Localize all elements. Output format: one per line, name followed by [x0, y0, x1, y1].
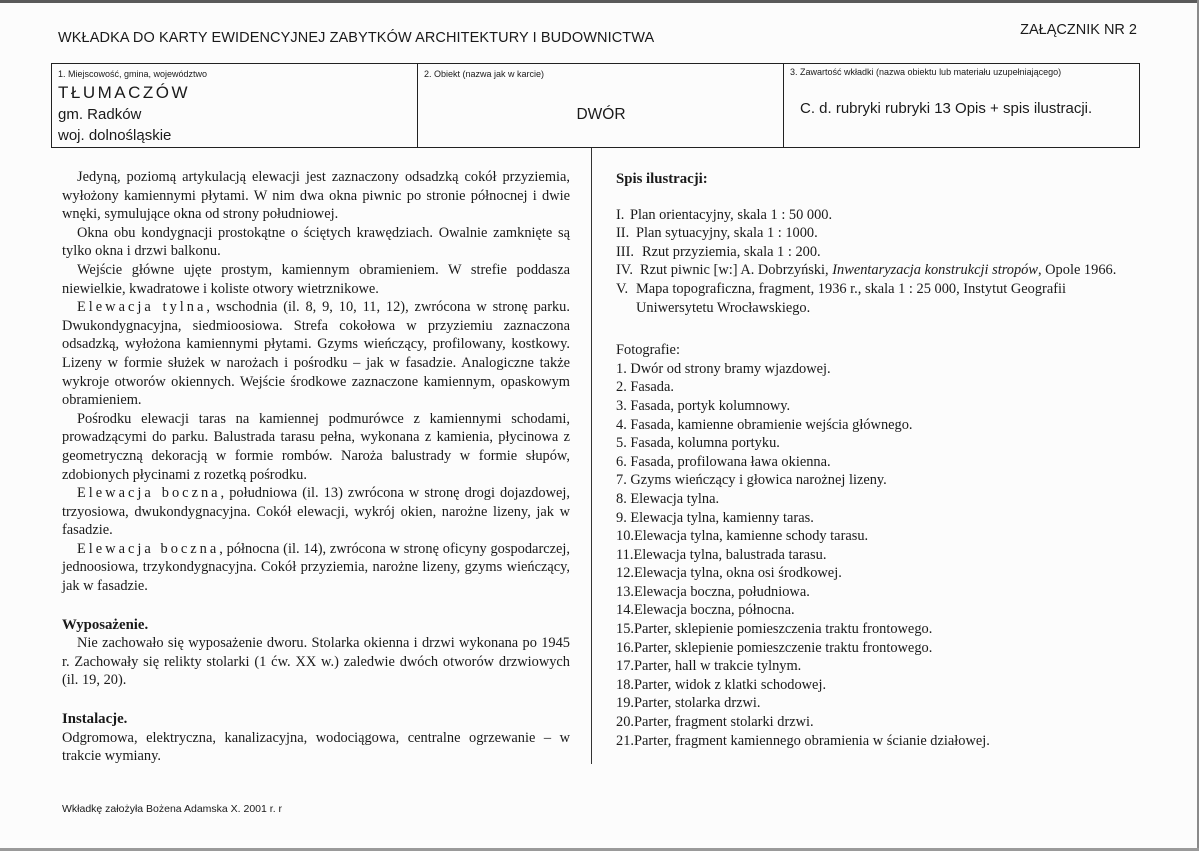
- photo-list-item: 21.Parter, fragment kamiennego obramienia w ścianie działowej.: [616, 732, 990, 749]
- paragraph-south-elevation: [62, 484, 570, 540]
- photo-list-item: 14.Elewacja boczna, północna.: [616, 602, 795, 619]
- paragraph-entrance: Wejście główne ujęte prostym, kamiennym obramieniem. W strefie poddasza niewielkie, kwadratowe i koliste otwory wietrznikowe.: [62, 261, 570, 297]
- rear-elevation-lead: Elewacja tylna: [77, 299, 207, 316]
- photo-list-item: 6. Fasada, profilowana ława okienna.: [616, 453, 831, 470]
- header-fields-table: [51, 63, 1140, 148]
- location-commune: gm. Radków: [58, 106, 142, 123]
- north-elevation-lead: Elewacja boczna: [77, 540, 220, 557]
- location-label: 1. Miejscowość, gmina, województwo: [58, 69, 208, 79]
- photo-list-item: 10.Elewacja tylna, kamienne schody tarasu.: [616, 528, 869, 545]
- photo-list-item: 12.Elewacja tylna, okna osi środkowej.: [616, 565, 842, 582]
- photos-heading: Fotografie:: [616, 342, 680, 359]
- photo-list-item: 11.Elewacja tylna, balustrada tarasu.: [616, 546, 827, 563]
- annex-number: ZAŁĄCZNIK NR 2: [1020, 22, 1137, 38]
- plan-item: III. Rzut przyziemia, skala 1 : 200.: [616, 243, 821, 260]
- content-cell: [784, 64, 1139, 147]
- photo-list-item: 16.Parter, sklepienie pomieszczenie traktu frontowego.: [616, 639, 933, 656]
- photo-list-item: 20.Parter, fragment stolarki drzwi.: [616, 714, 814, 731]
- paragraph-rear-elevation: [62, 298, 570, 410]
- scan-edge-top: [0, 0, 1199, 3]
- photo-list-item: 8. Elewacja tylna.: [616, 490, 720, 507]
- plan-item: V. Mapa topograficzna, fragment, 1936 r., skala 1 : 25 000, Instytut Geografii Uniwersytetu Wrocławskiego.: [616, 280, 1067, 316]
- plan-item: II. Plan sytuacyjny, skala 1 : 1000.: [616, 225, 818, 242]
- photo-list-item: 15.Parter, sklepienie pomieszczenia traktu frontowego.: [616, 621, 933, 638]
- paragraph-articulation: Jedyną, poziomą artykulacją elewacji jest zaznaczony odsadzką cokół przyziemia, wyłożony kamiennymi płytami. W nim dwa okna piwnic po stronie północnej i dwie wnęki, symulujące okna od strony południowej.: [62, 169, 570, 223]
- photo-list-item: 17.Parter, hall w trakcie tylnym.: [616, 658, 802, 675]
- publication-title: Inwentaryzacja konstrukcji stropów: [832, 262, 1038, 279]
- plan-item: I. Plan orientacyjny, skala 1 : 50 000.: [616, 206, 833, 223]
- object-value: DWÓR: [576, 106, 626, 123]
- photo-list-item: 7. Gzyms wieńczący i głowica narożnej lizeny.: [616, 472, 887, 489]
- column-divider: [591, 148, 592, 764]
- paragraph-north-elevation: [62, 540, 570, 596]
- photo-list-item: 5. Fasada, kolumna portyku.: [616, 435, 780, 452]
- object-label: 2. Obiekt (nazwa jak w karcie): [424, 69, 545, 79]
- description-column: [62, 168, 570, 766]
- content-value: C. d. rubryki rubryki 13 Opis + spis ilustracji.: [800, 100, 1093, 117]
- photo-list-item: 9. Elewacja tylna, kamienny taras.: [616, 509, 814, 526]
- photo-list-item: 13.Elewacja boczna, południowa.: [616, 583, 810, 600]
- rear-elevation-text: , wschodnia (il. 8, 9, 10, 11, 12), zwrócona w stronę parku. Dwukondygnacyjna, siedmioosiowa. Strefa cokołowa w przyziemiu zaznaczona odsadzką, wyłożona kamiennymi płytami. Gzyms wieńczący, profilowany, kostkowy. Lizeny w formie służek w narożach i pośrodku – jak w fasadzie. Analogiczne także wykroje otworów okiennych. Wejście środkowe zaznaczone kamiennym, opaskowym obramieniem.: [62, 299, 570, 409]
- object-cell: [418, 64, 784, 147]
- photo-list-item: 3. Fasada, portyk kolumnowy.: [616, 397, 791, 414]
- photo-list-item: 4. Fasada, kamienne obramienie wejścia głównego.: [616, 416, 913, 433]
- north-elevation-text: , północna (il. 14), zwrócona w stronę oficyny gospodarczej, jednoosiowa, trzykondygnacyjna. Cokół przyziemia, narożne lizeny, gzyms wieńczący, jak w fasadzie.: [62, 540, 570, 595]
- installations-text: Odgromowa, elektryczna, kanalizacyjna, wodociągowa, centralne ogrzewanie – w trakcie wymiany.: [62, 729, 570, 765]
- document-title: WKŁADKA DO KARTY EWIDENCYJNEJ ZABYTKÓW ARCHITEKTURY I BUDOWNICTWA: [58, 30, 655, 46]
- installations-heading: Instalacje.: [62, 711, 128, 728]
- plan-item: IV. Rzut piwnic [w:] A. Dobrzyński, Inwentaryzacja konstrukcji stropów, Opole 1966.: [616, 262, 1117, 279]
- south-elevation-text: , południowa (il. 13) zwrócona w stronę drogi dojazdowej, trzyosiowa, dwukondygnacyjna. Cokół elewacji, wykrój okien, narożne lizeny, jak w fasadzie.: [62, 485, 570, 539]
- paragraph-terrace: Pośrodku elewacji taras na kamiennej podmurówce z kamiennymi schodami, prowadzącymi do parku. Balustrada tarasu pełna, wykonana z kamienia, płycinowa z geometryczną dekoracją w formie rombów. Naroża balustrady w formie słupów, zdobionych płycinami z rozetką pośrodku.: [62, 410, 570, 483]
- equipment-text: Nie zachowało się wyposażenie dworu. Stolarka okienna i drzwi wykonana po 1945 r. Zachowały się relikty stolarki (1 ćw. XX w.) zaledwie dwóch otworów drzwiowych (il. 19, 20).: [62, 635, 570, 689]
- photo-list-item: 1. Dwór od strony bramy wjazdowej.: [616, 360, 831, 377]
- equipment-heading: Wyposażenie.: [62, 616, 149, 633]
- author-note: Wkładkę założyła Bożena Adamska X. 2001 r. r: [62, 803, 283, 815]
- photo-list-item: 19.Parter, stolarka drzwi.: [616, 695, 761, 712]
- location-voivodeship: woj. dolnośląskie: [58, 127, 172, 144]
- content-label: 3. Zawartość wkładki (nazwa obiektu lub materiału uzupełniającego): [790, 67, 1062, 77]
- photo-list-item: 18.Parter, widok z klatki schodowej.: [616, 676, 827, 693]
- paragraph-windows: Okna obu kondygnacji prostokątne o ściętych krawędziach. Owalnie zamknięte są tylko okna i drzwi balkonu.: [62, 224, 570, 260]
- illustrations-heading: Spis ilustracji:: [616, 171, 708, 187]
- photo-list-item: 2. Fasada.: [616, 379, 674, 396]
- south-elevation-lead: Elewacja boczna: [77, 485, 221, 502]
- location-cell: [52, 64, 418, 147]
- illustrations-column: [616, 170, 1136, 750]
- location-town: TŁUMACZÓW: [58, 83, 191, 102]
